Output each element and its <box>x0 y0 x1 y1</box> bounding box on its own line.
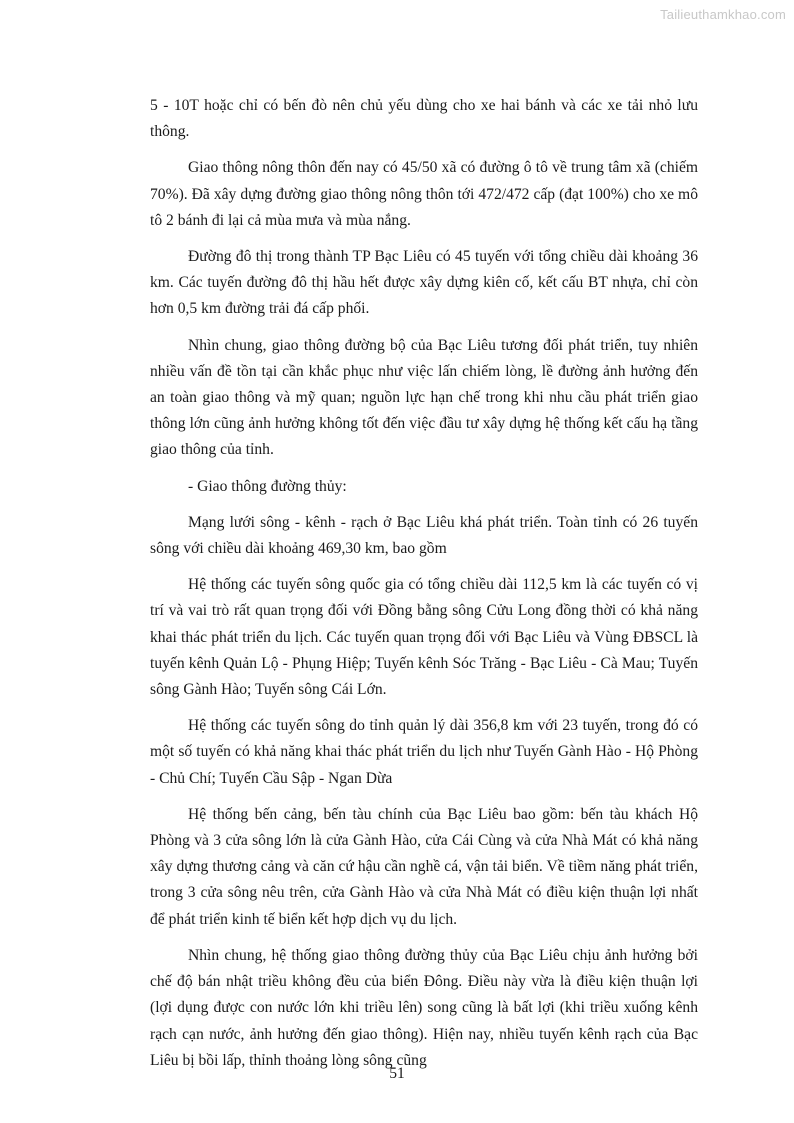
section-heading: - Giao thông đường thủy: <box>188 477 347 495</box>
watermark: Tailieuthamkhao.com <box>660 7 786 22</box>
paragraph: Hệ thống bến cảng, bến tàu chính của Bạc Liêu bao gồm: bến tàu khách Hộ Phòng và 3 cửa sông lớn là cửa Gành Hào, cửa Cái Cùng và cửa Nhà Mát có khả năng xây dựng thương cảng và căn cứ hậu cần nghề cá, vận tải biển. Về tiềm năng phát triển, trong 3 cửa sông nêu trên, cửa Gành Hào và cửa Nhà Mát có điều kiện thuận lợi nhất để phát triển kinh tế biển kết hợp dịch vụ du lịch. <box>150 805 698 928</box>
page-number: 51 <box>389 1065 405 1082</box>
paragraph-continuation: 5 - 10T hoặc chỉ có bến đò nên chủ yếu dùng cho xe hai bánh và các xe tải nhỏ lưu thông. <box>150 97 698 141</box>
paragraph: Đường đô thị trong thành TP Bạc Liêu có 45 tuyến với tổng chiều dài khoảng 36 km. Các tuyến đường đô thị hầu hết được xây dựng kiên cố, kết cấu BT nhựa, chỉ còn hơn 0,5 km đường trải đá cấp phối. <box>150 248 698 318</box>
paragraph: Giao thông nông thôn đến nay có 45/50 xã có đường ô tô về trung tâm xã (chiếm 70%). Đã xây dựng đường giao thông nông thôn tới 472/472 cấp (đạt 100%) cho xe mô tô 2 bánh đi lại cả mùa mưa và mùa nắng. <box>150 159 698 229</box>
paragraph: Hệ thống các tuyến sông quốc gia có tổng chiều dài 112,5 km là các tuyến có vị trí và vai trò rất quan trọng đối với Đồng bằng sông Cửu Long đồng thời có khả năng khai thác phát triển du lịch. Các tuyến quan trọng đối với Bạc Liêu và Vùng ĐBSCL là tuyến kênh Quản Lộ - Phụng Hiệp; Tuyến kênh Sóc Trăng - Bạc Liêu - Cà Mau; Tuyến sông Gành Hào; Tuyến sông Cái Lớn. <box>150 576 698 699</box>
paragraph: Mạng lưới sông - kênh - rạch ở Bạc Liêu khá phát triển. Toàn tỉnh có 26 tuyến sông với chiều dài khoảng 469,30 km, bao gồm <box>150 513 698 558</box>
document-body <box>150 93 698 1084</box>
paragraph: Nhìn chung, giao thông đường bộ của Bạc Liêu tương đối phát triển, tuy nhiên nhiều vấn đề tồn tại cần khắc phục như việc lấn chiếm lòng, lề đường ảnh hưởng đến an toàn giao thông và mỹ quan; nguồn lực hạn chế trong khi nhu cầu phát triển giao thông lớn cũng ảnh hưởng không tốt đến việc đầu tư xây dựng hệ thống kết cấu hạ tầng giao thông của tỉnh. <box>150 336 698 459</box>
paragraph: Hệ thống các tuyến sông do tỉnh quản lý dài 356,8 km với 23 tuyến, trong đó có một số tuyến có khả năng khai thác phát triển du lịch như Tuyến Gành Hào - Hộ Phòng - Chủ Chí; Tuyến Cầu Sập - Ngan Dừa <box>150 717 698 787</box>
paragraph: Nhìn chung, hệ thống giao thông đường thủy của Bạc Liêu chịu ảnh hưởng bởi chế độ bán nhật triều không đều của biển Đông. Điều này vừa là điều kiện thuận lợi (lợi dụng được con nước lớn khi triều lên) song cũng là bất lợi (khi triều xuống kênh rạch cạn nước, ảnh hưởng đến giao thông). Hiện nay, nhiều tuyến kênh rạch của Bạc Liêu bị bồi lấp, thỉnh thoảng lòng sông cũng <box>150 946 698 1069</box>
